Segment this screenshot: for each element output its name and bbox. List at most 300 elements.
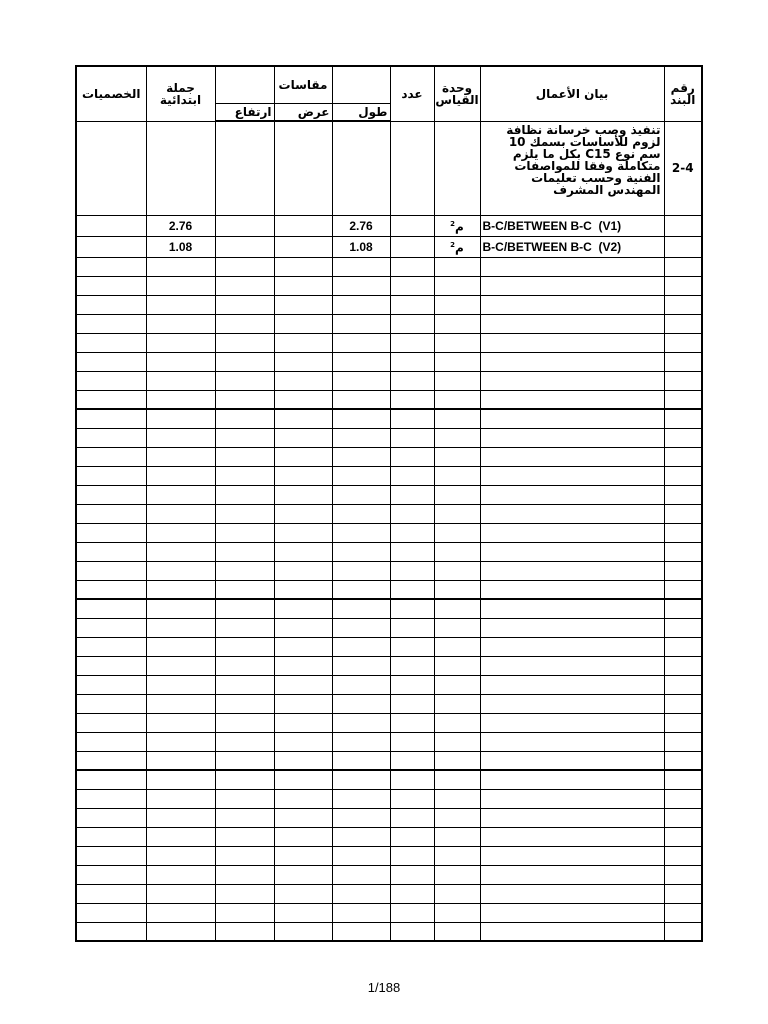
empty-cell: [332, 542, 390, 561]
empty-cell: [480, 409, 664, 428]
empty-cell: [664, 827, 702, 846]
empty-cell: [480, 466, 664, 485]
empty-cell: [664, 447, 702, 466]
empty-cell: [76, 390, 146, 409]
empty-row: [76, 580, 702, 599]
empty-cell: [146, 352, 215, 371]
empty-cell: [215, 295, 274, 314]
empty-cell: [274, 808, 332, 827]
empty-cell: [274, 561, 332, 580]
empty-cell: [480, 428, 664, 447]
empty-cell: [76, 751, 146, 770]
empty-cell: [76, 808, 146, 827]
empty-cell: [76, 713, 146, 732]
empty-cell: [390, 485, 434, 504]
empty-cell: [146, 371, 215, 390]
empty-cell: [434, 789, 480, 808]
empty-cell: [332, 523, 390, 542]
header-unit: وحدة القياس: [434, 66, 480, 121]
empty-cell: [146, 542, 215, 561]
empty-cell: [146, 466, 215, 485]
empty-cell: [146, 523, 215, 542]
empty-cell: [480, 827, 664, 846]
empty-cell: [215, 504, 274, 523]
empty-cell: [215, 561, 274, 580]
empty-cell: [146, 884, 215, 903]
empty-cell: [274, 276, 332, 295]
empty-cell: [332, 770, 390, 789]
header-deductions: الخصميات: [76, 66, 146, 121]
row-height-cell: [215, 236, 274, 257]
empty-cell: [332, 580, 390, 599]
empty-row: [76, 371, 702, 390]
empty-cell: [274, 656, 332, 675]
empty-cell: [274, 447, 332, 466]
empty-cell: [215, 447, 274, 466]
empty-cell: [664, 390, 702, 409]
empty-cell: [332, 428, 390, 447]
empty-cell: [76, 466, 146, 485]
header-item-no: رقم البند: [664, 66, 702, 121]
empty-cell: [390, 314, 434, 333]
row-length: 2.76: [332, 215, 390, 236]
empty-cell: [664, 333, 702, 352]
empty-cell: [274, 523, 332, 542]
empty-cell: [146, 789, 215, 808]
row-unit-text: م: [455, 220, 464, 234]
empty-cell: [390, 295, 434, 314]
empty-cell: [434, 485, 480, 504]
row-unit-text: م: [455, 241, 464, 255]
empty-cell: [332, 827, 390, 846]
empty-row: [76, 523, 702, 542]
empty-cell: [215, 808, 274, 827]
empty-row: [76, 846, 702, 865]
header-dimensions: مقاسات: [274, 66, 332, 103]
row-count-cell: [390, 236, 434, 257]
empty-cell: [390, 675, 434, 694]
empty-cell: [274, 694, 332, 713]
empty-cell: [274, 770, 332, 789]
empty-cell: [274, 751, 332, 770]
row-item-no-cell: [664, 215, 702, 236]
empty-cell: [390, 352, 434, 371]
empty-cell: [332, 808, 390, 827]
empty-cell: [215, 656, 274, 675]
empty-cell: [274, 675, 332, 694]
empty-cell: [146, 694, 215, 713]
empty-cell: [76, 922, 146, 941]
empty-cell: [332, 713, 390, 732]
empty-cell: [332, 276, 390, 295]
empty-cell: [332, 352, 390, 371]
empty-cell: [215, 428, 274, 447]
empty-cell: [332, 846, 390, 865]
row-unit: [434, 236, 480, 257]
item-initial-total-cell: [146, 121, 215, 215]
empty-cell: [76, 618, 146, 637]
empty-cell: [76, 352, 146, 371]
empty-cell: [76, 485, 146, 504]
empty-cell: [664, 808, 702, 827]
empty-cell: [215, 523, 274, 542]
empty-cell: [215, 390, 274, 409]
empty-cell: [146, 428, 215, 447]
empty-cell: [215, 713, 274, 732]
empty-cell: [390, 770, 434, 789]
item-number: 2-4: [664, 121, 702, 215]
empty-cell: [480, 314, 664, 333]
header-description: بيان الأعمال: [480, 66, 664, 121]
empty-cell: [332, 333, 390, 352]
empty-row: [76, 542, 702, 561]
page-number: 1/188: [367, 980, 401, 995]
empty-cell: [480, 846, 664, 865]
row-unit-sup: 2: [450, 220, 456, 228]
empty-row: [76, 390, 702, 409]
empty-row: [76, 447, 702, 466]
empty-cell: [664, 523, 702, 542]
empty-cell: [434, 808, 480, 827]
empty-cell: [434, 618, 480, 637]
empty-cell: [434, 675, 480, 694]
empty-row: [76, 352, 702, 371]
empty-cell: [480, 618, 664, 637]
empty-row: [76, 314, 702, 333]
empty-row: [76, 713, 702, 732]
empty-cell: [480, 770, 664, 789]
empty-cell: [480, 808, 664, 827]
empty-cell: [215, 314, 274, 333]
empty-row: [76, 732, 702, 751]
row-label: B-C/BETWEEN B-C (V1): [480, 215, 664, 236]
empty-cell: [274, 713, 332, 732]
empty-cell: [390, 390, 434, 409]
empty-cell: [332, 694, 390, 713]
empty-cell: [274, 333, 332, 352]
item-height-cell: [215, 121, 274, 215]
empty-cell: [434, 656, 480, 675]
empty-cell: [215, 352, 274, 371]
empty-cell: [434, 637, 480, 656]
empty-cell: [664, 485, 702, 504]
empty-cell: [664, 561, 702, 580]
empty-cell: [434, 466, 480, 485]
empty-cell: [434, 827, 480, 846]
empty-cell: [274, 257, 332, 276]
empty-cell: [274, 409, 332, 428]
empty-cell: [664, 865, 702, 884]
empty-cell: [274, 371, 332, 390]
empty-cell: [390, 903, 434, 922]
empty-row: [76, 675, 702, 694]
empty-cell: [664, 922, 702, 941]
empty-cell: [434, 751, 480, 770]
empty-cell: [390, 751, 434, 770]
empty-cell: [215, 770, 274, 789]
empty-cell: [664, 770, 702, 789]
empty-cell: [274, 542, 332, 561]
empty-cell: [480, 333, 664, 352]
empty-cell: [480, 865, 664, 884]
empty-cell: [215, 922, 274, 941]
empty-row: [76, 485, 702, 504]
empty-row: [76, 409, 702, 428]
empty-cell: [215, 485, 274, 504]
empty-cell: [215, 846, 274, 865]
row-width-cell: [274, 215, 332, 236]
empty-cell: [390, 827, 434, 846]
empty-cell: [390, 276, 434, 295]
empty-cell: [76, 504, 146, 523]
empty-cell: [434, 409, 480, 428]
empty-cell: [480, 884, 664, 903]
empty-cell: [390, 466, 434, 485]
empty-cell: [434, 295, 480, 314]
empty-cell: [76, 865, 146, 884]
empty-cell: [215, 732, 274, 751]
empty-cell: [274, 599, 332, 618]
empty-cell: [332, 751, 390, 770]
empty-cell: [215, 599, 274, 618]
empty-cell: [664, 542, 702, 561]
empty-cell: [146, 751, 215, 770]
empty-cell: [390, 580, 434, 599]
empty-cell: [332, 314, 390, 333]
empty-cell: [480, 295, 664, 314]
empty-cell: [390, 371, 434, 390]
empty-cell: [274, 485, 332, 504]
empty-cell: [76, 295, 146, 314]
header-initial-total: جملة ابتدائية: [146, 66, 215, 121]
empty-cell: [332, 409, 390, 428]
empty-cell: [390, 542, 434, 561]
quantity-sheet-table: [75, 65, 703, 942]
empty-cell: [274, 504, 332, 523]
empty-cell: [664, 352, 702, 371]
empty-row: [76, 333, 702, 352]
empty-row: [76, 428, 702, 447]
empty-cell: [664, 409, 702, 428]
empty-cell: [390, 732, 434, 751]
empty-cell: [76, 599, 146, 618]
empty-cell: [480, 675, 664, 694]
empty-cell: [332, 390, 390, 409]
empty-cell: [332, 637, 390, 656]
empty-cell: [390, 428, 434, 447]
empty-cell: [332, 371, 390, 390]
empty-cell: [664, 276, 702, 295]
empty-cell: [76, 770, 146, 789]
empty-cell: [274, 428, 332, 447]
row-unit: [434, 215, 480, 236]
empty-cell: [390, 789, 434, 808]
empty-cell: [664, 466, 702, 485]
empty-cell: [390, 257, 434, 276]
empty-cell: [274, 827, 332, 846]
empty-cell: [664, 599, 702, 618]
empty-cell: [332, 656, 390, 675]
empty-row: [76, 656, 702, 675]
empty-cell: [480, 922, 664, 941]
empty-cell: [274, 732, 332, 751]
empty-cell: [146, 447, 215, 466]
empty-cell: [274, 846, 332, 865]
empty-cell: [390, 846, 434, 865]
empty-cell: [480, 751, 664, 770]
empty-cell: [76, 409, 146, 428]
empty-cell: [480, 580, 664, 599]
empty-cell: [664, 314, 702, 333]
empty-cell: [215, 371, 274, 390]
empty-row: [76, 694, 702, 713]
empty-cell: [434, 447, 480, 466]
empty-cell: [76, 675, 146, 694]
empty-cell: [332, 295, 390, 314]
empty-cell: [664, 713, 702, 732]
empty-cell: [434, 523, 480, 542]
empty-cell: [390, 694, 434, 713]
empty-cell: [146, 827, 215, 846]
item-deductions-cell: [76, 121, 146, 215]
empty-cell: [215, 751, 274, 770]
empty-cell: [390, 618, 434, 637]
empty-cell: [332, 865, 390, 884]
empty-cell: [146, 580, 215, 599]
empty-cell: [76, 732, 146, 751]
empty-cell: [215, 333, 274, 352]
empty-cell: [664, 656, 702, 675]
item-count-cell: [390, 121, 434, 215]
empty-cell: [274, 295, 332, 314]
empty-cell: [480, 694, 664, 713]
empty-cell: [274, 637, 332, 656]
row-width-cell: [274, 236, 332, 257]
empty-cell: [215, 827, 274, 846]
empty-cell: [76, 257, 146, 276]
row-initial-total: 2.76: [146, 215, 215, 236]
empty-cell: [332, 922, 390, 941]
empty-cell: [274, 865, 332, 884]
empty-cell: [146, 390, 215, 409]
empty-cell: [664, 846, 702, 865]
empty-cell: [480, 352, 664, 371]
empty-cell: [434, 732, 480, 751]
empty-cell: [390, 561, 434, 580]
empty-cell: [274, 390, 332, 409]
header-length: طول: [332, 103, 390, 121]
empty-cell: [664, 789, 702, 808]
empty-cell: [332, 257, 390, 276]
empty-cell: [76, 276, 146, 295]
empty-cell: [480, 523, 664, 542]
empty-cell: [480, 732, 664, 751]
empty-cell: [215, 618, 274, 637]
empty-cell: [146, 333, 215, 352]
empty-cell: [434, 428, 480, 447]
header-width: عرض: [274, 103, 332, 121]
empty-cell: [76, 637, 146, 656]
empty-cell: [390, 922, 434, 941]
empty-cell: [434, 865, 480, 884]
empty-cell: [146, 656, 215, 675]
empty-row: [76, 865, 702, 884]
empty-cell: [76, 694, 146, 713]
empty-row: [76, 884, 702, 903]
empty-cell: [390, 884, 434, 903]
measurement-row: [76, 215, 702, 236]
empty-cell: [332, 466, 390, 485]
empty-cell: [332, 504, 390, 523]
empty-cell: [215, 884, 274, 903]
empty-cell: [434, 314, 480, 333]
item-length-cell: [332, 121, 390, 215]
empty-cell: [332, 618, 390, 637]
empty-cell: [480, 542, 664, 561]
empty-cell: [215, 580, 274, 599]
empty-cell: [76, 447, 146, 466]
empty-cell: [215, 409, 274, 428]
empty-cell: [664, 295, 702, 314]
empty-cell: [146, 409, 215, 428]
empty-cell: [390, 808, 434, 827]
header-count: عدد: [390, 66, 434, 121]
row-length: 1.08: [332, 236, 390, 257]
empty-cell: [480, 656, 664, 675]
empty-cell: [480, 637, 664, 656]
empty-cell: [434, 922, 480, 941]
header-row-top: [76, 66, 702, 103]
empty-cell: [146, 637, 215, 656]
empty-cell: [390, 523, 434, 542]
empty-cell: [664, 257, 702, 276]
empty-cell: [76, 523, 146, 542]
empty-cell: [434, 504, 480, 523]
empty-cell: [664, 903, 702, 922]
empty-cell: [76, 333, 146, 352]
empty-cell: [664, 751, 702, 770]
row-deductions-cell: [76, 236, 146, 257]
empty-cell: [434, 580, 480, 599]
empty-cell: [76, 884, 146, 903]
empty-row: [76, 751, 702, 770]
row-deductions-cell: [76, 215, 146, 236]
empty-cell: [76, 561, 146, 580]
empty-row: [76, 599, 702, 618]
empty-cell: [480, 599, 664, 618]
empty-cell: [215, 542, 274, 561]
empty-cell: [434, 599, 480, 618]
empty-cell: [332, 732, 390, 751]
row-initial-total: 1.08: [146, 236, 215, 257]
empty-cell: [480, 390, 664, 409]
empty-row: [76, 561, 702, 580]
empty-cell: [146, 504, 215, 523]
empty-cell: [215, 903, 274, 922]
empty-cell: [390, 333, 434, 352]
empty-cell: [664, 637, 702, 656]
row-height-cell: [215, 215, 274, 236]
empty-cell: [76, 542, 146, 561]
empty-cell: [480, 447, 664, 466]
row-item-no-cell: [664, 236, 702, 257]
empty-cell: [480, 504, 664, 523]
empty-cell: [274, 314, 332, 333]
empty-cell: [76, 846, 146, 865]
empty-cell: [434, 561, 480, 580]
empty-cell: [434, 333, 480, 352]
empty-row: [76, 922, 702, 941]
